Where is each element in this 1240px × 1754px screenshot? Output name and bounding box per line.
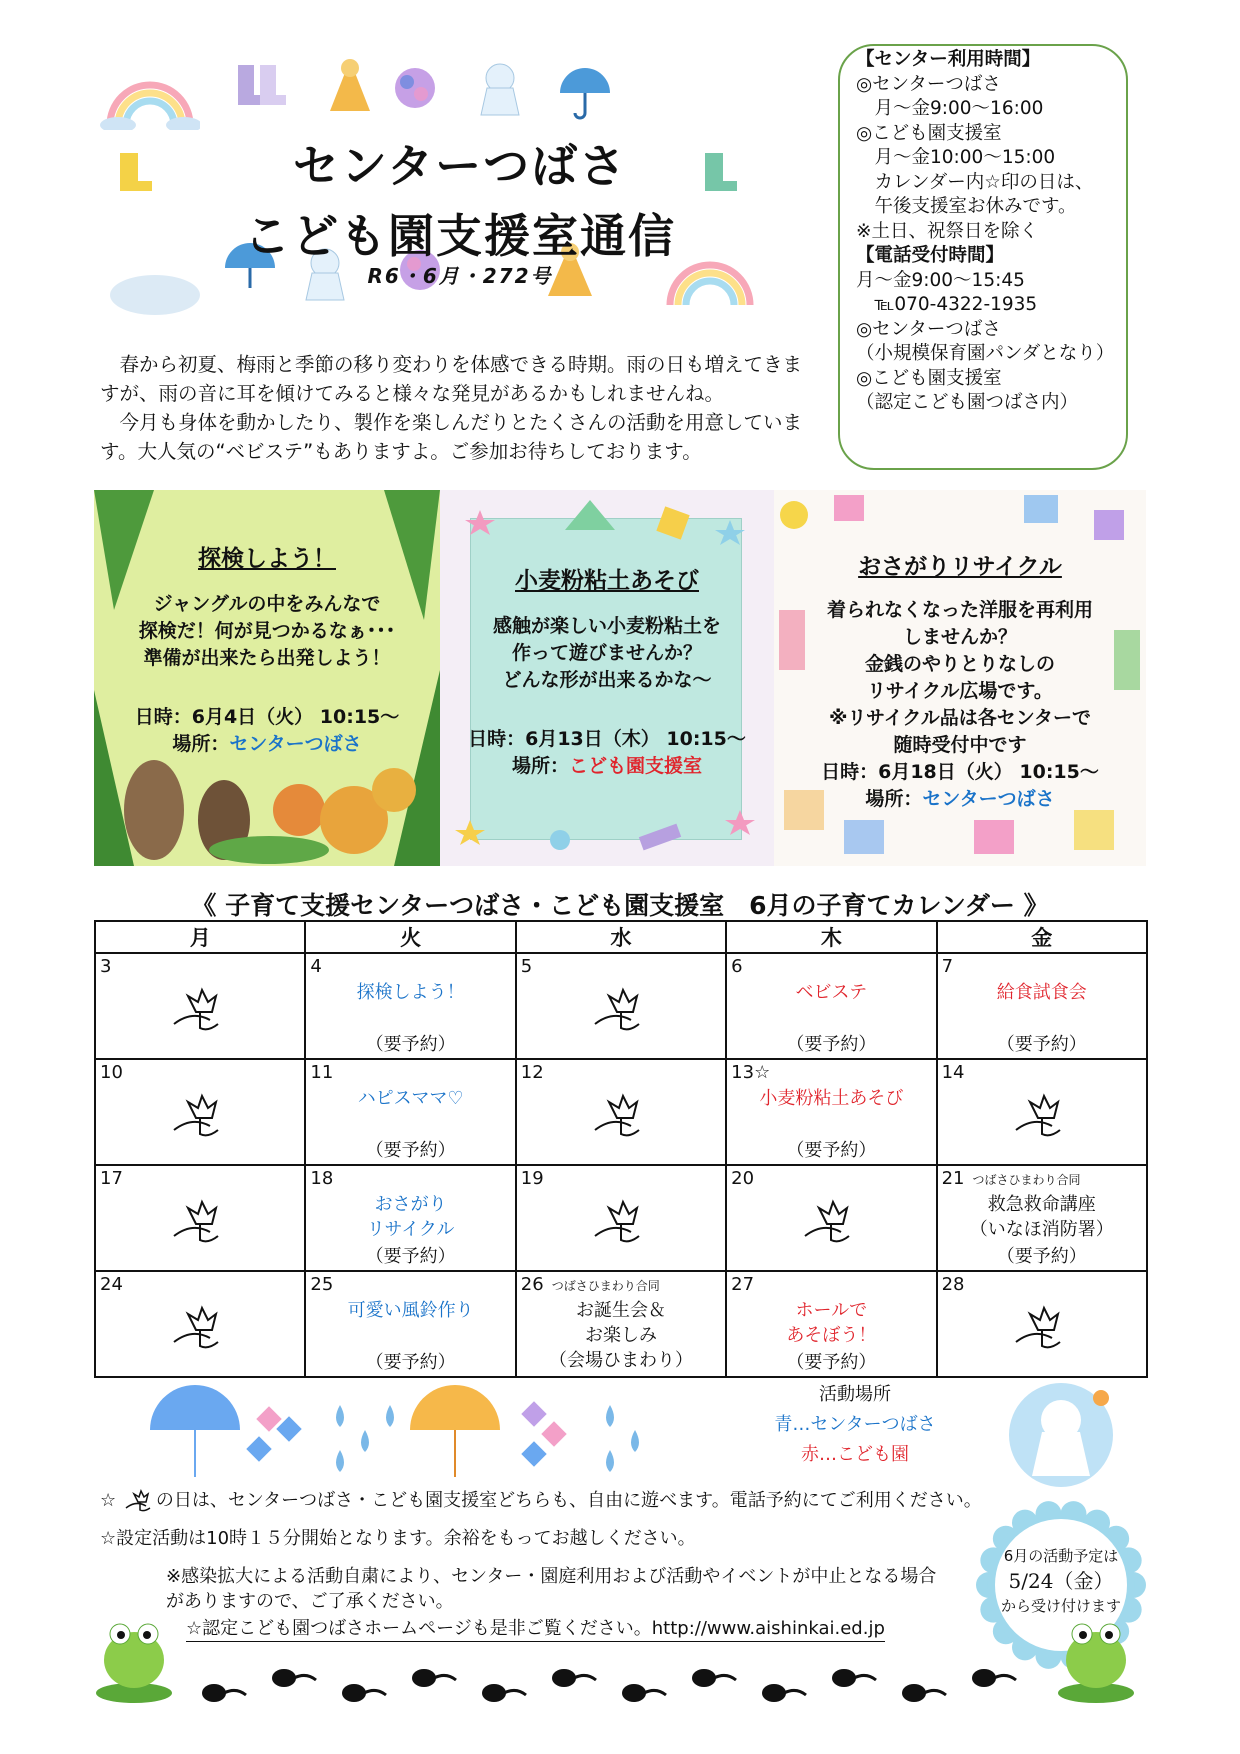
event-body-line: 作って遊びませんか？ (511, 642, 702, 664)
badge-line3: から受け付けます (1000, 1597, 1121, 1615)
calendar-day-cell (95, 953, 305, 1059)
day-note: つばさひまわり合同 (972, 1173, 1081, 1187)
legend-title: 活動場所 (819, 1384, 891, 1405)
day-number: 24 (100, 1274, 123, 1295)
event-panel-jungle (94, 490, 440, 866)
calendar-day-cell (726, 1165, 936, 1271)
info-line: ◎センターつばさ (856, 318, 1001, 340)
calendar-day-cell (305, 1059, 515, 1165)
reservation-required: （要予約） (786, 1034, 877, 1055)
calendar-event: 可愛い風鈴作り (347, 1300, 474, 1321)
day-number: 7 (941, 956, 954, 977)
calendar-day-cell (516, 1059, 726, 1165)
homepage-link[interactable]: ☆認定こども園つばさホームページも是非ご覧ください。http://www.aishinkai.ed.jp (186, 1616, 885, 1642)
event-body-line: リサイクル広場です。 (867, 680, 1053, 702)
day-number: 3 (100, 956, 112, 977)
flower-icon (122, 1488, 156, 1514)
tadpole-icon (622, 1684, 646, 1702)
event-body-line: 随時受付中です (893, 734, 1027, 756)
tadpole-icon (762, 1684, 786, 1702)
free-play-flower-icon (1010, 1302, 1070, 1356)
tadpole-icon (552, 1669, 576, 1687)
tadpole-icon (272, 1669, 296, 1687)
intro-paragraph-1: 春から初夏、梅雨と季節の移り変わりを体感できる時期。雨の日も増えてきますが、雨の音に耳を傾けてみると様々な発見があるかもしれませんね。 (100, 353, 803, 405)
day-number: 11 (310, 1062, 334, 1083)
calendar-day-cell (516, 1165, 726, 1271)
calendar-day-cell (516, 1271, 726, 1377)
day-number: 21 つばさひまわり合同 (941, 1168, 1081, 1189)
calendar-day-cell (726, 1271, 936, 1377)
day-note: つばさひまわり合同 (551, 1279, 660, 1293)
event-body-line: ジャングルの中をみんなで (153, 593, 381, 615)
calendar-day-cell (937, 1165, 1147, 1271)
event-body-line: どんな形が出来るかな～ (502, 669, 712, 691)
day-number: 12 (520, 1062, 544, 1083)
free-play-flower-icon (168, 1196, 228, 1250)
day-number: 4 (310, 956, 322, 977)
event-date: 日時：6月4日（火） 10:15～ (134, 706, 400, 728)
event-body-line: ※リサイクル品は各センターで (828, 707, 1092, 729)
info-line: 午後支援室お休みです。 (856, 196, 1077, 217)
raindrop-icons (336, 1405, 394, 1472)
event-title: おさがりリサイクル (858, 554, 1062, 580)
calendar-day-cell (937, 1059, 1147, 1165)
free-play-flower-icon (1010, 1090, 1070, 1144)
event-place: 場所：センターつばさ (172, 733, 362, 755)
weekday-header: 水 (516, 921, 726, 953)
tadpole-icons (202, 1669, 1016, 1702)
calendar-week-row (95, 1059, 1147, 1165)
free-play-flower-icon (589, 1196, 649, 1250)
weekday-header: 木 (726, 921, 936, 953)
weekday-header: 火 (305, 921, 515, 953)
event-place: 場所：センターつばさ (865, 788, 1055, 810)
rainbow-icon (100, 70, 200, 130)
calendar-event: ベビステ (795, 982, 868, 1003)
rain-decoration-row (140, 1385, 730, 1485)
calendar-event: 小麦粉粘土あそび (759, 1088, 904, 1109)
info-line: 月～金9:00～16:00 (856, 98, 1044, 119)
calendar-day-cell (726, 1059, 936, 1165)
tadpole-icon (972, 1669, 996, 1687)
day-number: 10 (100, 1062, 123, 1083)
free-play-flower-icon (168, 1090, 228, 1144)
event-title: 小麦粉粘土あそび (515, 568, 699, 594)
reservation-required: （要予約） (996, 1034, 1087, 1055)
calendar-day-cell (305, 1165, 515, 1271)
intro-text (100, 350, 820, 466)
newsletter-title-line1: センターつばさ (292, 139, 628, 193)
calendar-event: 救急救命講座 （いなほ消防署） (969, 1194, 1114, 1240)
day-number: 25 (310, 1274, 334, 1295)
event-title: 探検しよう！ (198, 546, 336, 572)
info-line: 【電話受付時間】 (856, 245, 1005, 266)
event-body-line: しませんか？ (902, 626, 1017, 648)
newsletter-title-line2: こども園支援室通信 (244, 209, 676, 263)
day-number: 26 つばさひまわり合同 (520, 1274, 660, 1295)
tadpole-icon (342, 1684, 366, 1702)
monthly-calendar (94, 920, 1148, 1378)
event-body-line: 準備が出来たら出発しよう！ (143, 647, 391, 669)
tadpole-icon (692, 1669, 716, 1687)
reservation-required: （要予約） (365, 1034, 456, 1055)
rain-boots-icon (230, 60, 290, 110)
info-line: 月～金9:00～15:45 (856, 269, 1025, 291)
umbrella-icon (150, 1385, 240, 1477)
calendar-title: 《 子育て支援センターつばさ・こども園支援室 6月の子育てカレンダー 》 (191, 891, 1049, 920)
free-play-flower-icon (589, 1090, 649, 1144)
info-line: ℡070-4322-1935 (856, 294, 1038, 315)
legend-blue: 青…センターつばさ (774, 1414, 936, 1435)
day-number: 27 (731, 1274, 755, 1295)
info-line: ◎こども園支援室 (856, 367, 1002, 389)
info-line: カレンダー内☆印の日は、 (856, 171, 1094, 193)
tadpole-icon (412, 1669, 436, 1687)
reservation-required: （要予約） (365, 1246, 456, 1267)
day-number: 28 (941, 1274, 965, 1295)
legend-red: 赤…こども園 (801, 1444, 909, 1465)
frog-icon-left (96, 1624, 172, 1703)
free-play-flower-icon (168, 984, 228, 1038)
calendar-event: おさがり リサイクル (366, 1194, 455, 1240)
calendar-event: お誕生会＆ お楽しみ （会場ひまわり） (548, 1300, 693, 1371)
calendar-event: ホールで あそぼう！ (786, 1300, 877, 1346)
event-place: 場所：こども園支援室 (511, 755, 703, 777)
calendar-day-cell (95, 1059, 305, 1165)
info-line: 【センター利用時間】 (856, 49, 1041, 70)
tadpole-icon (482, 1684, 506, 1702)
day-number: 17 (100, 1168, 123, 1189)
day-number: 14 (941, 1062, 965, 1083)
tadpole-icon (902, 1684, 926, 1702)
info-line: ※土日、祝祭日を除く (856, 220, 1039, 242)
teru-teru-bozu-icon (1006, 1380, 1116, 1490)
event-body-line: 探検だ！何が見つかるなぁ･･･ (138, 620, 396, 642)
newsletter-header (100, 50, 820, 340)
day-number: 6 (731, 956, 743, 977)
event-panel-clay (440, 490, 774, 866)
calendar-day-cell (305, 1271, 515, 1377)
note-start-time: ☆設定活動は10時１５分開始となります。余裕をもってお越しください。 (100, 1528, 696, 1549)
calendar-day-cell (95, 1271, 305, 1377)
day-number: 20 (731, 1168, 755, 1189)
reservation-required: （要予約） (786, 1352, 877, 1373)
note-cancellation: ※感染拡大による活動自粛により、センター・園庭利用および活動やイベントが中止となる場合がありますので、ご了承ください。 (166, 1566, 937, 1612)
free-play-flower-icon (799, 1196, 859, 1250)
intro-paragraph-2: 今月も身体を動かしたり、製作を楽しんだりとたくさんの活動を用意しています。大人気の“ベビステ”もありますよ。ご参加お待ちしております。 (100, 411, 803, 463)
reservation-required: （要予約） (786, 1140, 877, 1161)
calendar-day-cell (937, 1271, 1147, 1377)
event-body-line: 金銭のやりとりなしの (864, 653, 1055, 675)
info-line: ◎センターつばさ (856, 73, 1001, 95)
hours-info-box (838, 44, 1128, 470)
event-body-line: 着られなくなった洋服を再利用 (826, 599, 1093, 621)
calendar-week-row (95, 1165, 1147, 1271)
calendar-week-row (95, 953, 1147, 1059)
day-number: 19 (520, 1168, 544, 1189)
calendar-day-cell (726, 953, 936, 1059)
issue-number: R6・6月・272号 (367, 264, 553, 288)
calendar-event: 探検しよう！ (356, 982, 465, 1003)
note-free-play: ☆ の日は、センターつばさ・こども園支援室どちらも、自由に遊べます。電話予約にてご利用ください。 (100, 1488, 982, 1514)
calendar-week-row (95, 1271, 1147, 1377)
day-number: 13☆ (731, 1062, 771, 1083)
calendar-day-cell (937, 953, 1147, 1059)
hydrangea-icon (385, 60, 445, 120)
event-body-line: 感触が楽しい小麦粉粘土を (492, 615, 721, 637)
calendar-event: 給食試食会 (996, 982, 1087, 1003)
hydrangea-icon-2 (521, 1401, 566, 1466)
frog-icon-right (1058, 1624, 1134, 1703)
event-date: 日時：6月13日（木） 10:15～ (468, 728, 746, 750)
day-number: 5 (520, 956, 533, 977)
badge-date: 5/24（金） (1008, 1569, 1114, 1593)
weekday-header: 金 (937, 921, 1147, 953)
tadpole-icon (832, 1669, 856, 1687)
reservation-required: （要予約） (365, 1140, 456, 1161)
calendar-day-cell (305, 953, 515, 1059)
frogs-tadpoles-decoration (94, 1598, 1146, 1718)
info-line: （小規模保育園パンダとなり） (856, 343, 1115, 364)
teru-teru-bozu-icon (475, 60, 525, 120)
calendar-day-cell (95, 1165, 305, 1271)
calendar-event: ハピスママ♡ (357, 1088, 464, 1109)
badge-line1: 6月の活動予定は (1003, 1547, 1119, 1565)
umbrella-icon-orange (410, 1385, 500, 1477)
umbrella-icon (555, 65, 615, 120)
raindrop-icons-2 (606, 1405, 639, 1472)
hydrangea-icon (246, 1406, 301, 1461)
event-panel-recycle (774, 490, 1146, 866)
raincoat-icon (325, 56, 375, 116)
weekday-header: 月 (95, 921, 305, 953)
tadpole-icon (202, 1684, 226, 1702)
info-line: ◎こども園支援室 (856, 122, 1002, 144)
info-line: （認定こども園つばさ内） (856, 392, 1079, 413)
info-line: 月～金10:00～15:00 (856, 147, 1056, 168)
free-play-flower-icon (589, 984, 649, 1038)
reservation-required: （要予約） (365, 1352, 456, 1373)
day-number: 18 (310, 1168, 334, 1189)
activity-place-legend (745, 1380, 965, 1470)
calendar-day-cell (516, 953, 726, 1059)
reservation-required: （要予約） (996, 1246, 1087, 1267)
free-play-flower-icon (168, 1302, 228, 1356)
event-date: 日時：6月18日（火） 10:15～ (821, 761, 1099, 783)
